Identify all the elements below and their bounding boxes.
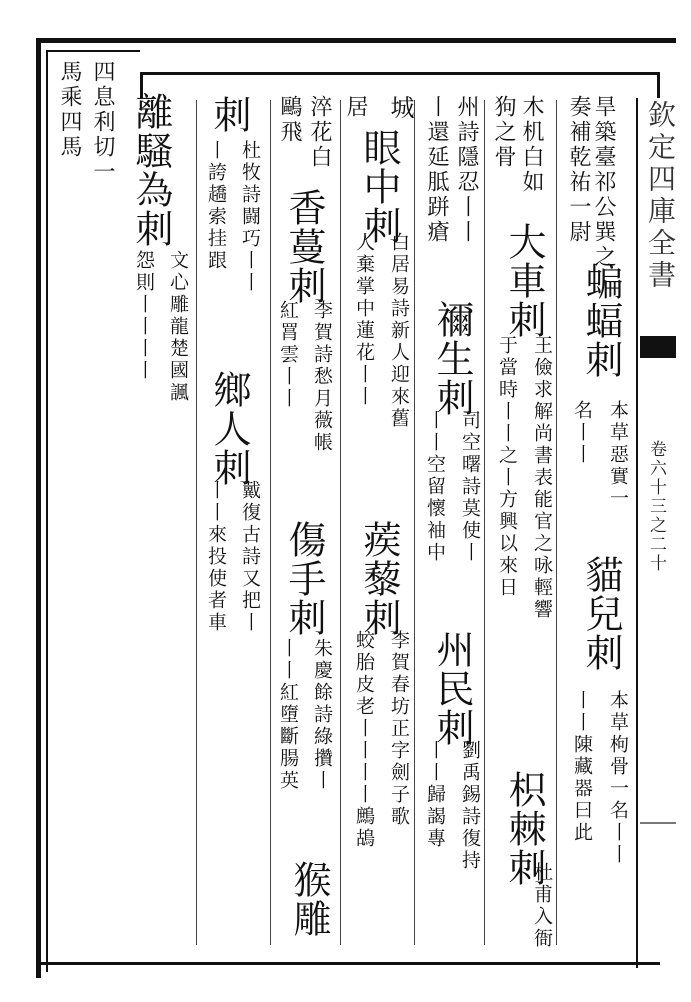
sidebar-line-1: 四息利切一 xyxy=(90,60,115,185)
col-2-note-a: 奏補乾祐一尉 xyxy=(566,95,591,245)
col-8-note-b: 人棄掌中蓮花丨丨 xyxy=(353,232,375,408)
column-rule xyxy=(270,100,271,945)
col-10-note-c: 丨丨紅墮斷腸英 xyxy=(277,638,299,792)
column-rule xyxy=(414,100,415,945)
col-5-note-a: 州詩隱忍丨丨 xyxy=(454,95,479,245)
col-13-note: 文心雕龍楚國諷 xyxy=(167,250,189,404)
col-1-headword-a: 蝙蝠刺 xyxy=(579,262,623,379)
gutter-divider xyxy=(636,98,638,968)
column-rule xyxy=(556,100,557,945)
col-1-text-a: 旱築臺祁公巽之 xyxy=(591,95,616,270)
col-8-note-a: 居 xyxy=(343,95,368,120)
col-13-headword: 離騷為刺 xyxy=(129,92,173,248)
col-7-note-c: 李賀春坊正字劍子歌 xyxy=(388,630,410,828)
col-11-headword-a: 刺 xyxy=(207,95,251,134)
sidebar-line-2: 馬乘四馬 xyxy=(57,60,82,160)
col-1-headword-b: 貓兒刺 xyxy=(579,555,623,672)
volume-number: 卷六十三之二十 xyxy=(646,440,666,573)
col-1-note-b: 本草枸骨一名丨丨 xyxy=(607,690,629,866)
col-6-note-c: 丨丨歸謁專 xyxy=(424,740,446,850)
col-9-note-c: 朱慶餘詩綠攢丨 xyxy=(311,638,333,792)
col-5-note-b: 司空曙詩莫使丨 xyxy=(459,410,481,564)
col-3-headword-a: 大車刺 xyxy=(502,222,546,339)
col-12-note-a: 丨誇趫索挂跟 xyxy=(205,140,227,272)
col-9-headword-b: 傷手刺 xyxy=(282,520,326,637)
col-5-headword-b: 州民刺 xyxy=(430,630,474,747)
inner-border-top xyxy=(46,50,140,52)
col-3-headword-b: 枳棘刺 xyxy=(502,770,546,887)
col-5-headword-a: 禰生刺 xyxy=(430,300,474,417)
column-rule xyxy=(340,100,341,945)
col-10-headword: 猴雕 xyxy=(287,860,331,938)
gutter-tick xyxy=(640,822,676,824)
book-title: 欽定四庫全書 xyxy=(644,100,677,292)
col-4-note-b: 于當時丨丨之丨方興以來日 xyxy=(496,335,518,599)
col-10-note-b: 紅罥雲丨丨 xyxy=(277,300,299,410)
col-10-note-a: 鷗飛 xyxy=(277,95,302,145)
col-6-note-b: 丨丨空留懷袖中 xyxy=(424,410,446,564)
col-4-note-a: 狗之骨 xyxy=(491,95,516,170)
col-7-note-a: 城 xyxy=(386,95,414,122)
col-9-note-a: 淬花白 xyxy=(307,95,332,170)
column-rule xyxy=(484,100,485,945)
col-3-note-c: 杜甫入衙 xyxy=(531,862,553,950)
col-11-note-b: 戴復古詩又把丨 xyxy=(239,480,261,634)
inner-border-line xyxy=(46,50,48,972)
col-7-headword-b: 蒺藜刺 xyxy=(357,520,401,637)
col-6-note-a: 丨還延胝跰瘡 xyxy=(424,95,449,245)
col-7-note-b: 白居易詩新人迎來舊 xyxy=(388,232,410,430)
fish-tail-mark xyxy=(640,336,676,358)
col-3-note-a: 木机白如 xyxy=(519,95,544,195)
col-14-note: 怨則丨丨丨丨 xyxy=(133,250,155,382)
col-9-headword-a: 香蔓刺 xyxy=(282,188,326,305)
col-11-headword-b: 鄉人刺 xyxy=(207,370,251,487)
col-2-note-b: 名丨丨 xyxy=(571,400,593,466)
col-1-note-a: 本草惡實一 xyxy=(607,400,629,510)
col-8-note-c: 蛟胎皮老丨丨丨丨鷓鴣 xyxy=(353,630,375,850)
col-11-note-a: 杜牧詩闘巧丨丨 xyxy=(239,140,261,294)
col-12-note-b: 丨丨來投使者車 xyxy=(205,480,227,634)
bottom-border xyxy=(40,962,660,965)
col-9-note-b: 李賀詩愁月薇帳 xyxy=(311,300,333,454)
col-5-note-c: 劉禹錫詩復持 xyxy=(459,740,481,872)
column-rule xyxy=(196,100,197,945)
col-7-headword-a: 眼中刺 xyxy=(357,128,401,245)
col-3-note-b: 王儉求解尚書表能官之咏輕響 xyxy=(531,335,553,621)
col-2-note-c: 丨丨陳藏器曰此 xyxy=(571,690,593,844)
